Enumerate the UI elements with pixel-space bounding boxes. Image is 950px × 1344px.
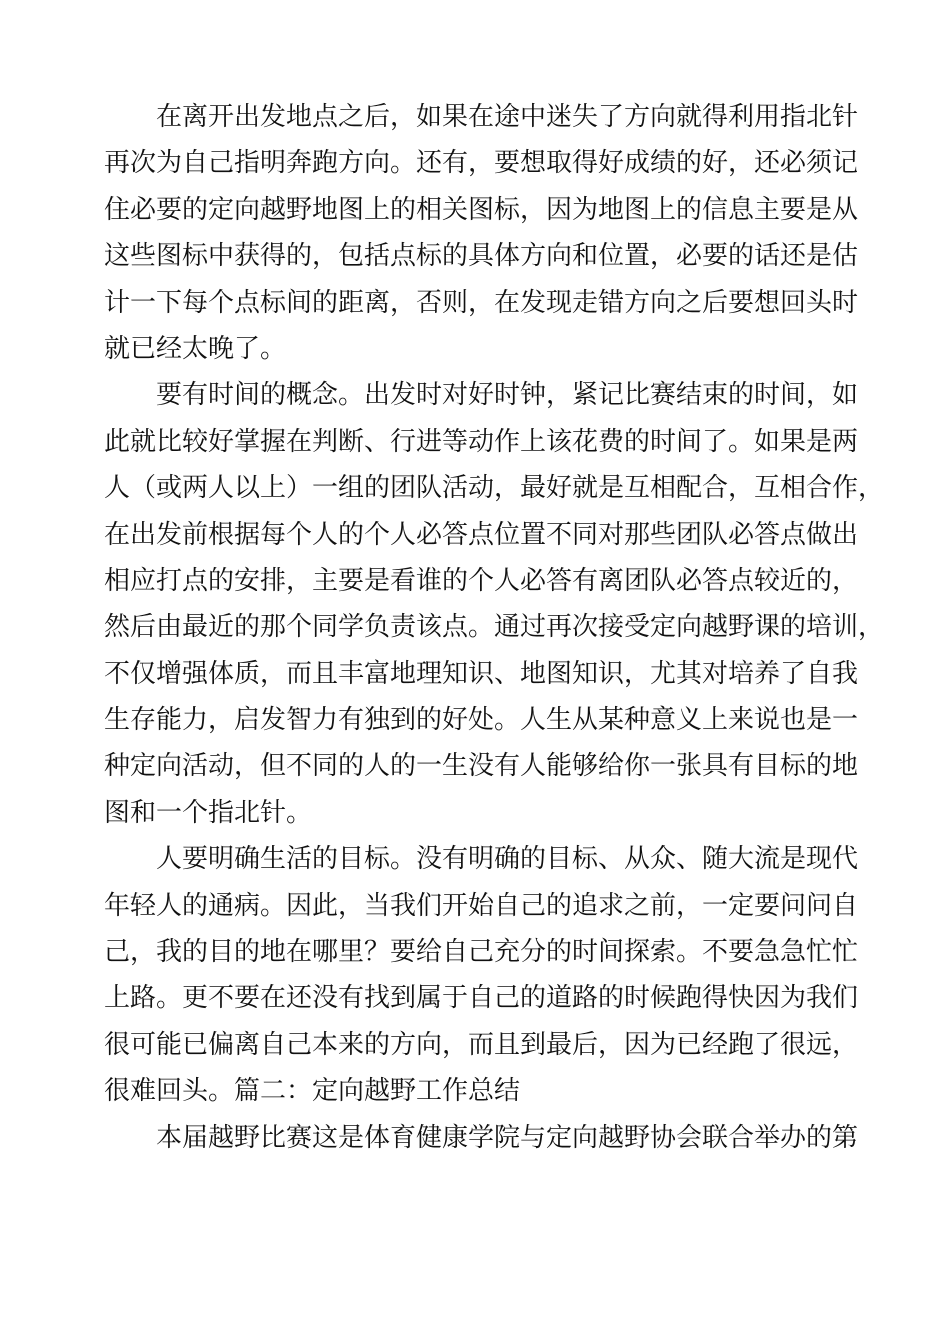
- paragraph-line: 很可能已偏离自己本来的方向，而且到最后，因为已经跑了很远，: [104, 1029, 859, 1060]
- paragraph-1: [104, 94, 859, 372]
- paragraph-line: 很难回头。篇二：定向越野工作总结: [104, 1076, 521, 1107]
- paragraph-line: 再次为自己指明奔跑方向。还有，要想取得好成绩的好，还必须记: [104, 148, 859, 179]
- paragraph-line: 就已经太晚了。: [104, 333, 287, 364]
- paragraph-line: 不仅增强体质，而且丰富地理知识、地图知识，尤其对培养了自我: [104, 658, 859, 689]
- document-body: [104, 94, 885, 1161]
- paragraph-3: [104, 836, 859, 1114]
- paragraph-line: 此就比较好掌握在判断、行进等动作上该花费的时间了。如果是两: [104, 426, 859, 457]
- paragraph-line: 己，我的目的地在哪里？要给自己充分的时间探索。不要急急忙忙: [104, 937, 859, 968]
- paragraph-line: 人要明确生活的目标。没有明确的目标、从众、随大流是现代: [156, 844, 859, 875]
- paragraph-2: [104, 372, 885, 836]
- paragraph-line: 计一下每个点标间的距离，否则，在发现走错方向之后要想回头时: [104, 287, 859, 318]
- paragraph-line: 相应打点的安排，主要是看谁的个人必答有离团队必答点较近的，: [104, 565, 859, 596]
- paragraph-line: 年轻人的通病。因此，当我们开始自己的追求之前，一定要问问自: [104, 890, 859, 921]
- paragraph-line: 上路。更不要在还没有找到属于自己的道路的时候跑得快因为我们: [104, 983, 859, 1014]
- paragraph-line: 图和一个指北针。: [104, 797, 313, 828]
- paragraph-line: 在出发前根据每个人的个人必答点位置不同对那些团队必答点做出: [104, 519, 859, 550]
- paragraph-line: 种定向活动，但不同的人的一生没有人能够给你一张具有目标的地: [104, 751, 859, 782]
- paragraph-line: 然后由最近的那个同学负责该点。通过再次接受定向越野课的培训，: [104, 612, 885, 643]
- paragraph-line: 本届越野比赛这是体育健康学院与定向越野协会联合举办的第: [156, 1122, 859, 1153]
- paragraph-line: 要有时间的概念。出发时对好时钟，紧记比赛结束的时间，如: [156, 380, 859, 411]
- paragraph-line: 人（或两人以上）一组的团队活动，最好就是互相配合，互相合作，: [104, 473, 885, 504]
- paragraph-line: 在离开出发地点之后，如果在途中迷失了方向就得利用指北针: [156, 102, 859, 132]
- paragraph-line: 住必要的定向越野地图上的相关图标，因为地图上的信息主要是从: [104, 194, 859, 225]
- paragraph-4: [104, 1115, 859, 1161]
- paragraph-line: 生存能力，启发智力有独到的好处。人生从某种意义上来说也是一: [104, 705, 859, 736]
- paragraph-line: 这些图标中获得的，包括点标的具体方向和位置，必要的话还是估: [104, 241, 859, 272]
